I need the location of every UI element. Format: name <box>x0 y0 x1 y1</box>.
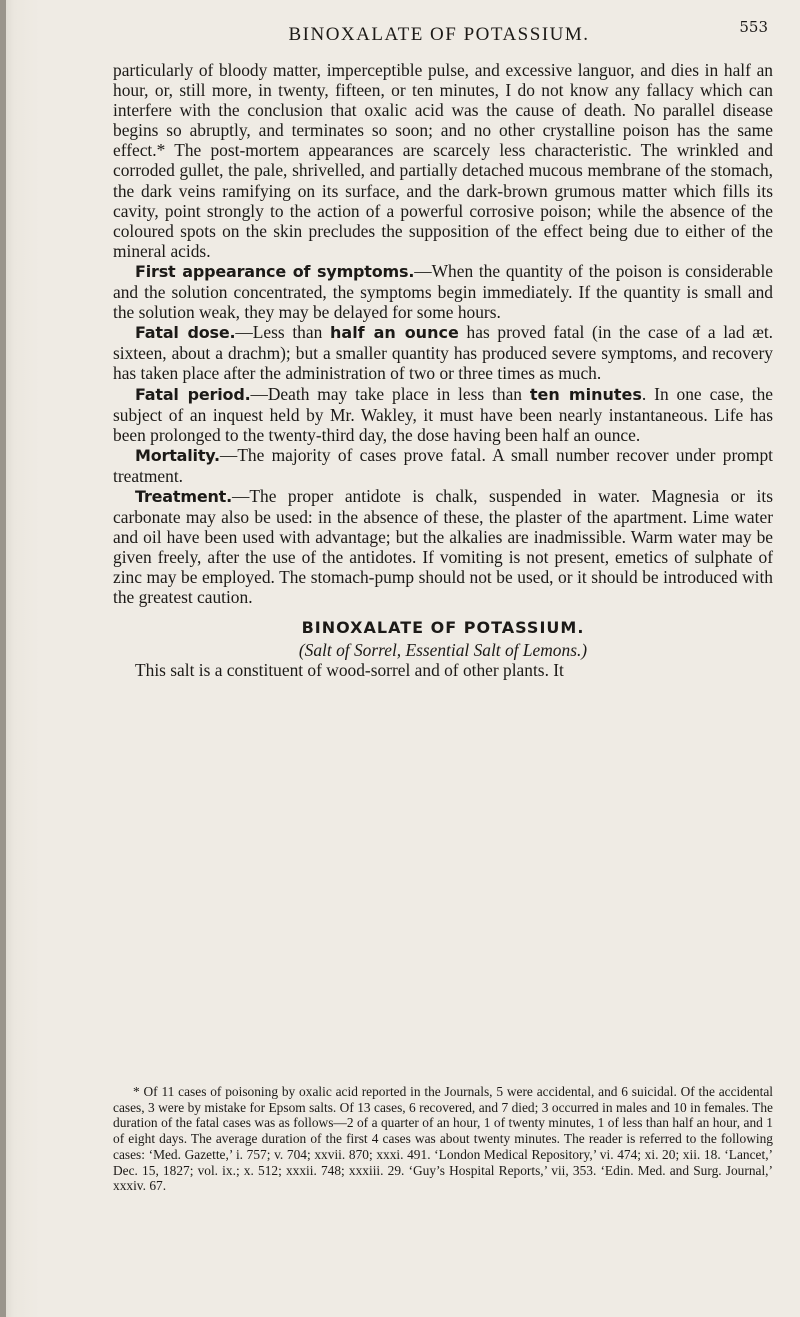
subheading-fatal-dose: Fatal dose. <box>135 323 236 343</box>
paragraph-mortality <box>113 445 773 486</box>
paragraph-treatment <box>113 486 773 608</box>
page-number: 553 <box>739 18 768 36</box>
running-head: BINOXALATE OF POTASSIUM. <box>288 24 590 45</box>
fatal-dose-text-b: has proved fatal (in the case of a lad æt. sixteen, about a drachm); but a smaller quantity has produced severe symptoms, and recovery has taken place after the administration of two or three times as much. <box>113 322 774 384</box>
subheading-fatal-period: Fatal period. <box>135 384 251 404</box>
section-subtitle: (Salt of Sorrel, Essential Salt of Lemons.) <box>298 639 588 660</box>
footnote <box>113 1084 773 1194</box>
paragraph-binoxalate-intro: This salt is a constituent of wood-sorrel and of other plants. It <box>135 659 564 680</box>
paragraph-first-appearance <box>113 261 773 322</box>
subheading-treatment: Treatment. <box>135 486 232 506</box>
subheading-mortality: Mortality. <box>135 445 220 465</box>
paragraph-fatal-period <box>113 384 773 445</box>
fatal-dose-emphasis: half an ounce <box>330 323 459 343</box>
subheading-first-appearance: First appearance of symptoms. <box>135 261 415 281</box>
main-text <box>113 60 773 680</box>
fatal-dose-text-a: —Less than <box>235 322 330 343</box>
fatal-period-text-b: . In one case, the subject of an inquest held by Mr. Wakley, it must have been nearly instantaneous. Life has been prolonged to the twenty-third day, the dose having been half an ounce. <box>113 383 773 445</box>
page-header <box>110 16 768 56</box>
fatal-period-emphasis: ten minutes <box>529 384 642 404</box>
paragraph-fatal-dose <box>113 322 773 383</box>
section-title: BINOXALATE OF POTASSIUM. <box>301 617 585 637</box>
treatment-text: —The proper antidote is chalk, suspended in water. Magnesia or its carbonate may also be used: in the absence of these, the plaster of the apartment. Lime water and oil have been used with advantage; but the alkalies are inadmissible. Warm water may be given freely, after the use of the antidotes. If vomiting is not present, emetics of sulphate of zinc may be employed. The stomach-pump should not be used, or it should be introduced with the greatest caution. <box>113 485 773 608</box>
paragraph-diagnosis: particularly of bloody matter, imperceptible pulse, and excessive languor, and dies in half an hour, or, still more, in twenty, fifteen, or ten minutes, I do not know any fallacy which can interfere with the conclusion that oxalic acid was the cause of death. No parallel disease begins so abruptly, and terminates so soon; and no other crystalline poison has the same effect.* The post-mortem appearances are scarcely less characteristic. The wrinkled and corroded gullet, the pale, shrivelled, and partially detached mucous membrane of the stomach, the dark veins ramifying on its surface, and the dark-brown grumous matter which fills its cavity, point strongly to the action of a powerful corrosive poison; while the absence of the coloured spots on the skin precludes the supposition of the effect being due to either of the mineral acids. <box>113 60 773 261</box>
fatal-period-text-a: —Death may take place in less than <box>250 383 530 404</box>
mortality-text: —The majority of cases prove fatal. A small number recover under prompt treatment. <box>113 444 773 486</box>
footnote-text: * Of 11 cases of poisoning by oxalic acid reported in the Journals, 5 were accidental, and 6 suicidal. Of the accidental cases, 3 were by mistake for Epsom salts. Of 13 cases, 6 recovered, and 7 died; 3 occurred in males and 10 in females. The duration of the fatal cases was as follows—2 of a quarter of an hour, 1 of twenty minutes, 1 of less than half an hour, and 1 of eight days. The average duration of the first 4 cases was about twenty minutes. The reader is referred to the following cases: ‘Med. Gazette,’ i. 757; v. 704; xxvii. 870; xxxi. 491. ‘London Medical Repository,’ vi. 474; xi. 20; xii. 18. ‘Lancet,’ Dec. 15, 1827; vol. ix.; x. 512; xxxii. 748; xxxiii. 29. ‘Guy’s Hospital Reports,’ vii, 353. ‘Edin. Med. and Surg. Journal,’ xxxiv. 67. <box>113 1084 773 1194</box>
first-appearance-text: —When the quantity of the poison is considerable and the solution concentrated, the symptoms begin immediately. If the quantity is small and the solution weak, they may be delayed for some hours. <box>113 260 773 323</box>
page-spine-edge <box>0 0 6 1317</box>
